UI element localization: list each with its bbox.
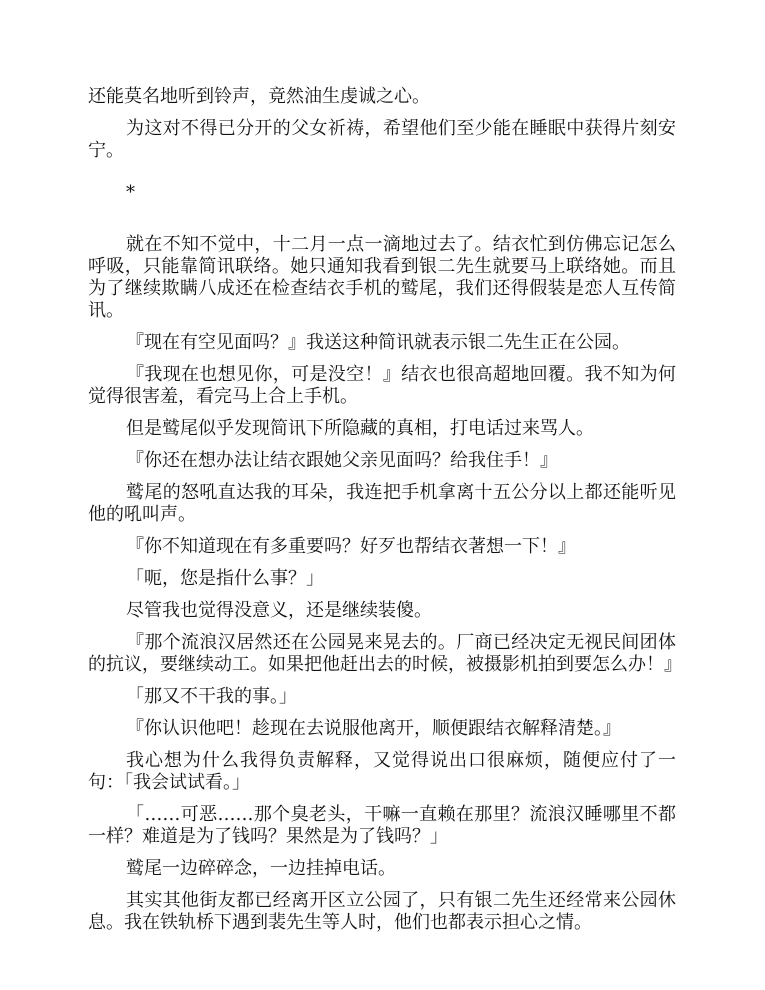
paragraph: 就在不知不觉中，十二月一点一滴地过去了。结衣忙到仿佛忘记怎么呼吸，只能靠简讯联络。她只通知我看到银二先生就要马上联络她。而且为了继续欺瞒八成还在检查结衣手机的鹫尾，我们还得假装是恋人互传简讯。 (88, 234, 676, 321)
paragraph: 『你不知道现在有多重要吗？好歹也帮结衣著想一下！』 (126, 536, 576, 557)
paragraph: 尽管我也觉得没意义，还是继续装傻。 (126, 600, 432, 621)
paragraph: 『那个流浪汉居然还在公园晃来晃去的。厂商已经决定无视民间团体的抗议，要继续动工。如果把他赶出去的时候，被摄影机拍到要怎么办！』 (88, 632, 682, 675)
paragraph: 我心想为什么我得负责解释，又觉得说出口很麻烦，随便应付了一句：「我会试试看。」 (88, 750, 676, 793)
paragraph: 其实其他街友都已经离开区立公园了，只有银二先生还经常来公园休息。我在铁轨桥下遇到裴先生等人时，他们也都表示担心之情。 (88, 890, 676, 933)
paragraph: 『现在有空见面吗？』我送这种简讯就表示银二先生正在公园。 (126, 332, 630, 353)
paragraph: 还能莫名地听到铃声，竟然油生虔诚之心。 (88, 86, 430, 107)
paragraph: 『你还在想办法让结衣跟她父亲见面吗？给我住手！』 (126, 450, 558, 471)
paragraph: 「……可恶……那个臭老头，干嘛一直赖在那里？流浪汉睡哪里不都一样？难道是为了钱吗？果然是为了钱吗？」 (88, 804, 676, 847)
paragraph: 但是鹫尾似乎发现简讯下所隐藏的真相，打电话过来骂人。 (126, 418, 594, 439)
paragraph: 鹫尾一边碎碎念，一边挂掉电话。 (126, 858, 396, 879)
paragraph: 为这对不得已分开的父女祈祷，希望他们至少能在睡眠中获得片刻安宁。 (88, 118, 676, 161)
section-separator: * (126, 182, 135, 203)
paragraph: 「呃，您是指什么事？」 (126, 568, 324, 589)
paragraph: 『我现在也想见你，可是没空！』结衣也很高超地回覆。我不知为何觉得很害羞，看完马上合上手机。 (88, 364, 676, 407)
book-page (88, 86, 682, 944)
paragraph: 『你认识他吧！趁现在去说服他离开，顺便跟结衣解释清楚。』 (126, 718, 621, 739)
paragraph: 鹫尾的怒吼直达我的耳朵，我连把手机拿离十五公分以上都还能听见他的吼叫声。 (88, 482, 676, 525)
paragraph: 「那又不干我的事。」 (126, 686, 297, 707)
